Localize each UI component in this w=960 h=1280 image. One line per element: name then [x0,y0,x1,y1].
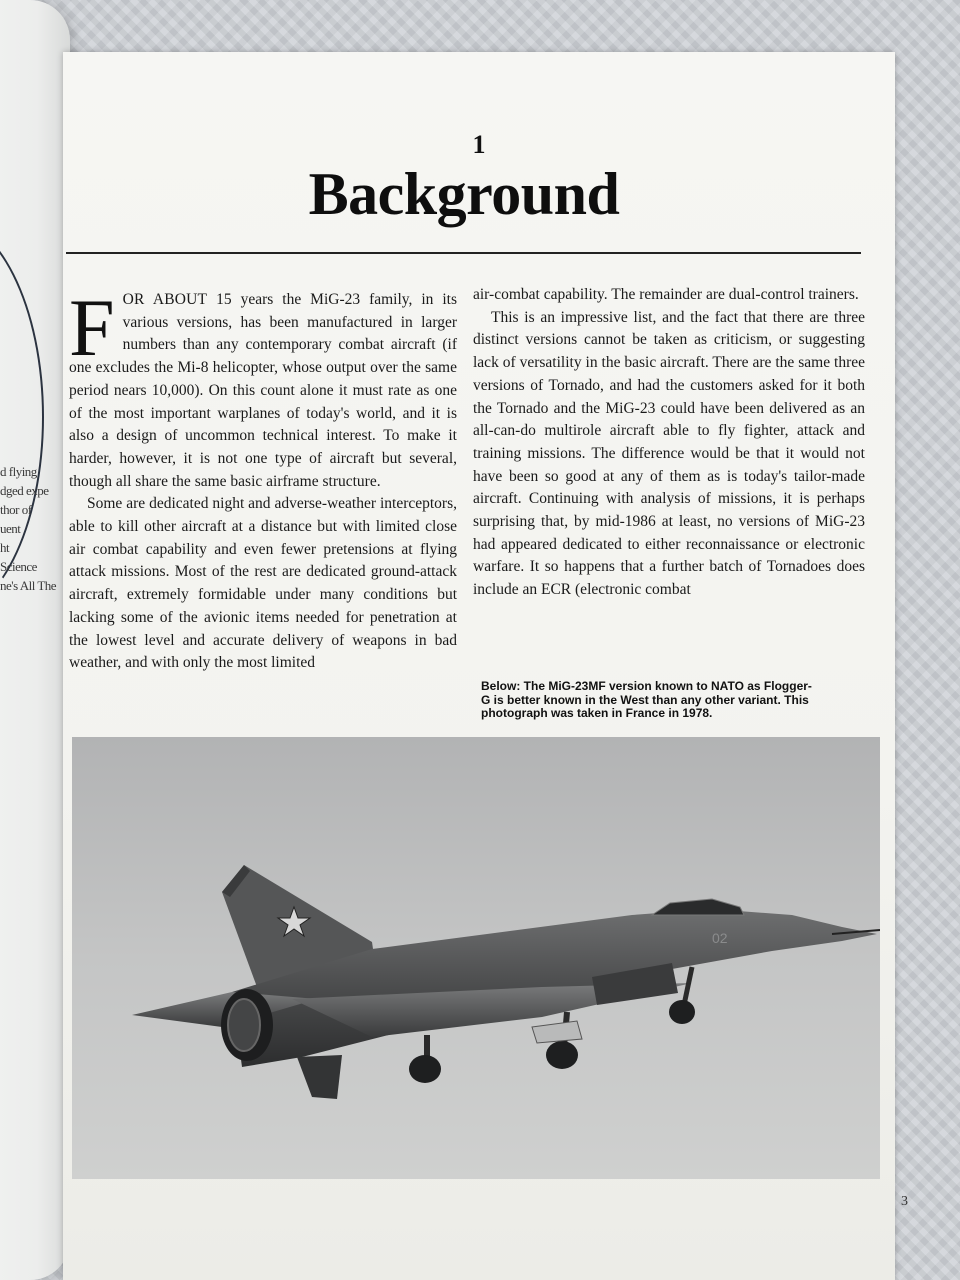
paragraph: This is an impressive list, and the fact that there are three distinct versions cannot be taken as criticism, or suggesting lack of versatility in the basic aircraft. There are the same three versions of Tornado, and had the customers asked for it both the Tornado and the MiG-23 could have been delivered as an all-can-do multirole aircraft able to fly fighter, attack and training missions. The difference would be that it would not have been so good at any of them as is today's tailor-made aircraft. Continuing with analysis of missions, it is perhaps surprising that, by mid-1986 at least, no versions of MiG-23 had appeared dedicated to either reconnaissance or electronic warfare. It so happens that a further batch of Tornadoes does include an ECR (electronic combat [473,308,865,599]
facing-page-line: Science [0,559,37,574]
facing-page-line: uent [0,521,21,536]
nozzle-ring [228,999,260,1051]
aircraft-illustration [72,737,880,1179]
page-number: 3 [901,1194,908,1209]
chapter-title: Background [308,161,620,227]
facing-page-line: ne's All The [0,578,57,593]
nose-gear-wheel [669,1000,695,1024]
canopy [652,899,744,915]
facing-page-line: dged expe [0,483,49,498]
ventral-fin [297,1055,342,1099]
paragraph [69,282,457,493]
photo-caption: Below: The MiG-23MF version known to NATO as Flogger-G is better known in the West than any other variant. This photograph was taken in France in 1978. [481,679,812,720]
facing-page [0,0,70,1280]
paragraph-text: 15 years the MiG-23 family, in its various versions, has been manufactured in larger numbers than any contemporary combat aircraft (if one excludes the Mi-8 helicopter, whose output over the same period nears 10,000). On this count alone it must rate as one of the most important warplanes of today's world, and it is also a design of uncommon technical interest. To make it harder, however, it is not one type of aircraft but several, though all share the same basic airframe structure. [69,291,457,490]
facing-page-line: thor of [0,502,32,517]
paragraph: air-combat capability. The remainder are dual-control trainers. [473,286,859,303]
nose-code: 02 [712,930,728,946]
title-rule [66,252,861,254]
belly-tank [532,1021,582,1043]
facing-page-text [0,462,70,595]
nose-gear-strut [684,967,692,1005]
text-column-right [473,284,865,602]
lead-in: OR ABOUT [122,291,208,308]
chapter-number: 1 [472,130,486,159]
text-column-left [69,282,457,675]
main-gear-wheel [409,1055,441,1083]
drop-cap: F [69,282,115,373]
facing-page-line: d flying [0,464,37,479]
facing-page-line: ht [0,540,10,555]
paragraph: Some are dedicated night and adverse-weather interceptors, able to kill other aircraft at a distance but with limited close air combat capability and even fewer pretensions at flying attack missions. Most of the rest are dedicated ground-attack aircraft, extremely formidable under many conditions but lacking some of the avionic items needed for penetration at the lowest level and accurate delivery of weapons in bad weather, and with only the most limited [69,495,457,672]
main-gear-wheel-2 [546,1041,578,1069]
aircraft-photo [72,737,880,1179]
book-page [63,52,908,1280]
